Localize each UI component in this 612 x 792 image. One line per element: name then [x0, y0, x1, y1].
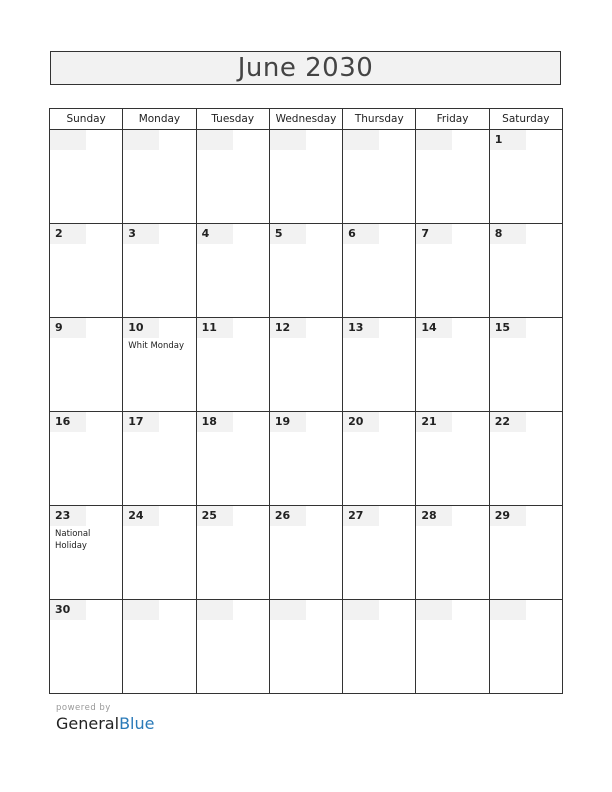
weekday-header: Saturday — [489, 109, 562, 130]
day-number: 1 — [490, 130, 526, 150]
day-cell — [123, 224, 196, 318]
day-cell — [343, 318, 416, 412]
day-number — [270, 600, 306, 620]
footer-branding — [56, 703, 154, 733]
weekday-header: Tuesday — [196, 109, 269, 130]
day-number — [490, 600, 526, 620]
day-number: 6 — [343, 224, 379, 244]
day-cell — [269, 318, 342, 412]
calendar-week-row — [50, 412, 563, 506]
day-number — [416, 130, 452, 150]
weekday-header: Sunday — [50, 109, 123, 130]
day-cell — [123, 318, 196, 412]
day-cell — [416, 506, 489, 600]
day-number: 4 — [197, 224, 233, 244]
day-cell — [50, 600, 123, 694]
holiday-label: National Holiday — [55, 529, 91, 551]
day-cell — [343, 412, 416, 506]
brand-logo[interactable] — [56, 714, 154, 733]
day-number: 17 — [123, 412, 159, 432]
calendar-week-row — [50, 224, 563, 318]
calendar-title: June 2030 — [237, 53, 374, 83]
day-cell — [269, 224, 342, 318]
day-number: 3 — [123, 224, 159, 244]
day-number: 12 — [270, 318, 306, 338]
day-cell — [343, 506, 416, 600]
day-cell — [50, 130, 123, 224]
day-number: 7 — [416, 224, 452, 244]
day-number: 16 — [50, 412, 86, 432]
weekday-header: Monday — [123, 109, 196, 130]
calendar-week-row — [50, 130, 563, 224]
day-number: 11 — [197, 318, 233, 338]
day-number — [50, 130, 86, 150]
day-number: 20 — [343, 412, 379, 432]
day-number: 10 — [123, 318, 159, 338]
brand-name-general: General — [56, 714, 120, 733]
brand-name-blue: Blue — [119, 714, 155, 733]
day-number: 5 — [270, 224, 306, 244]
calendar-week-row — [50, 600, 563, 694]
day-cell — [343, 224, 416, 318]
day-cell — [269, 506, 342, 600]
day-cell — [489, 224, 562, 318]
day-cell — [123, 412, 196, 506]
day-number — [197, 130, 233, 150]
day-cell — [416, 412, 489, 506]
day-cell — [489, 412, 562, 506]
day-number — [123, 130, 159, 150]
weekday-header: Friday — [416, 109, 489, 130]
day-cell — [196, 130, 269, 224]
day-number — [343, 600, 379, 620]
day-number: 25 — [197, 506, 233, 526]
day-number: 30 — [50, 600, 86, 620]
day-number: 22 — [490, 412, 526, 432]
day-cell — [50, 318, 123, 412]
day-number: 21 — [416, 412, 452, 432]
day-number: 27 — [343, 506, 379, 526]
calendar-week-row — [50, 318, 563, 412]
day-number: 9 — [50, 318, 86, 338]
day-number: 28 — [416, 506, 452, 526]
day-cell — [489, 600, 562, 694]
day-cell — [416, 224, 489, 318]
day-cell — [269, 412, 342, 506]
day-number — [270, 130, 306, 150]
calendar-grid — [49, 108, 563, 694]
day-cell — [489, 130, 562, 224]
day-cell — [343, 130, 416, 224]
day-number — [416, 600, 452, 620]
day-cell — [50, 412, 123, 506]
day-number — [197, 600, 233, 620]
day-number — [343, 130, 379, 150]
day-number: 26 — [270, 506, 306, 526]
powered-by-text: powered by — [56, 703, 111, 713]
weekday-header: Wednesday — [269, 109, 342, 130]
day-cell — [50, 224, 123, 318]
day-cell — [489, 318, 562, 412]
day-cell — [123, 506, 196, 600]
day-number — [123, 600, 159, 620]
day-cell — [416, 318, 489, 412]
day-cell — [123, 130, 196, 224]
day-cell — [416, 600, 489, 694]
day-number: 2 — [50, 224, 86, 244]
day-number: 24 — [123, 506, 159, 526]
day-number: 8 — [490, 224, 526, 244]
calendar-body — [50, 130, 563, 694]
day-cell — [123, 600, 196, 694]
weekday-header-row — [50, 109, 563, 130]
day-number: 13 — [343, 318, 379, 338]
holiday-label: Whit Monday — [128, 341, 185, 351]
day-cell — [196, 506, 269, 600]
calendar-week-row — [50, 506, 563, 600]
day-number: 18 — [197, 412, 233, 432]
day-cell — [196, 412, 269, 506]
day-number: 15 — [490, 318, 526, 338]
day-cell — [196, 318, 269, 412]
day-number: 23 — [50, 506, 86, 526]
day-cell — [489, 506, 562, 600]
day-number: 14 — [416, 318, 452, 338]
day-number: 29 — [490, 506, 526, 526]
day-cell — [196, 600, 269, 694]
weekday-header: Thursday — [343, 109, 416, 130]
calendar-title-box — [50, 51, 561, 85]
day-cell — [416, 130, 489, 224]
day-cell — [50, 506, 123, 600]
day-number: 19 — [270, 412, 306, 432]
day-cell — [343, 600, 416, 694]
day-cell — [269, 130, 342, 224]
day-cell — [196, 224, 269, 318]
day-cell — [269, 600, 342, 694]
